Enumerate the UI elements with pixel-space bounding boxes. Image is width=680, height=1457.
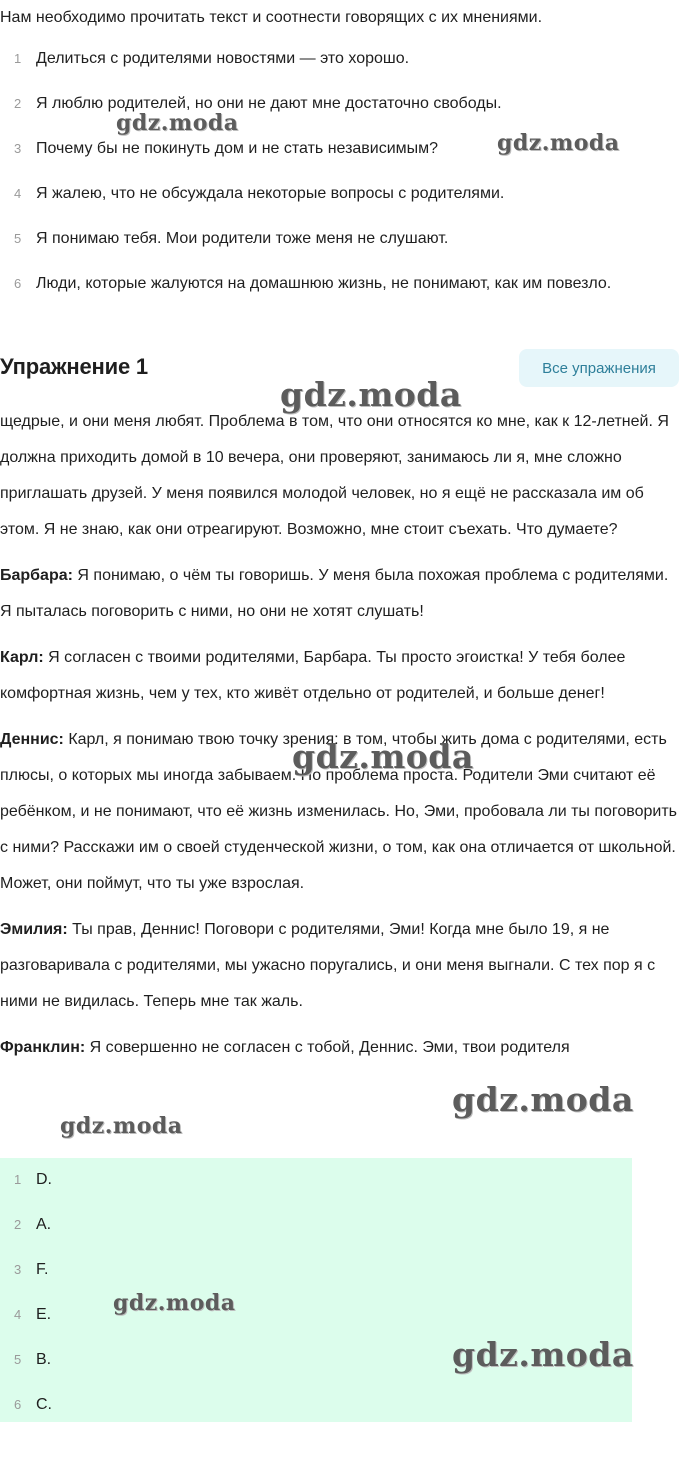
list-item: [0, 266, 680, 302]
speaker-text: Ты прав, Деннис! Поговори с родителями, Эми! Когда мне было 19, я не разговаривала с родителями, мы ужасно поругались, и они меня выгнали. С тех пор я с ними не видилась. Теперь мне так жаль.: [0, 921, 656, 1010]
speaker-text: Я понимаю, о чём ты говоришь. У меня была похожая проблема с родителями. Я пыталась поговорить с ними, но они не хотят слушать!: [0, 567, 669, 620]
exercise-title: Упражнение 1: [0, 354, 148, 379]
answer-number: 4: [14, 1307, 22, 1322]
item-number: 5: [14, 231, 22, 246]
watermark: gdz.moda: [116, 110, 239, 136]
item-text: Я понимаю тебя. Мои родители тоже меня не слушают.: [36, 230, 449, 247]
dialogue-barbara: [0, 558, 680, 630]
speaker-text: Карл, я понимаю твою точку зрения: в том, чтобы жить дома с родителями, есть плюсы, о которых мы иногда забываем. Но проблема проста. Родители Эми считают её ребёнком, и не понимают, что её жизнь изменилась. Но, Эми, пробовала ли ты поговорить с ними? Расскажи им о своей студенческой жизни, о том, как она отличается от школьной. Может, они поймут, что ты уже взрослая.: [0, 731, 678, 892]
answer-value: E.: [36, 1306, 52, 1323]
item-number: 3: [14, 141, 22, 156]
answers-panel: [0, 1158, 632, 1422]
answer-value: D.: [36, 1171, 52, 1188]
answer-number: 2: [14, 1217, 22, 1232]
speaker-text: Я согласен с твоими родителями, Барбара. Ты просто эгоистка! У тебя более комфортная жизнь, чем у тех, кто живёт отдельно от родителей, и больше денег!: [0, 649, 626, 702]
list-item: [0, 176, 680, 212]
statements-list: [0, 41, 680, 311]
text-paragraph: щедрые, и они меня любят. Проблема в том, что они относятся ко мне, как к 12-летней. Я должна приходить домой в 10 вечера, они проверяют, занимаюсь ли я, мне сложно приглашать друзей. У меня появился молодой человек, но я ещё не рассказала им об этом. Я не знаю, как они отреагируют. Возможно, мне стоит съехать. Что думаете?: [0, 413, 669, 538]
list-item: [0, 41, 680, 77]
list-item: [0, 86, 680, 122]
answer-row: [0, 1252, 620, 1288]
item-number: 1: [14, 51, 22, 66]
answer-number: 1: [14, 1172, 22, 1187]
answer-number: 3: [14, 1262, 22, 1277]
watermark: gdz.moda: [292, 737, 474, 776]
answer-number: 6: [14, 1397, 22, 1412]
speaker-name: Карл:: [0, 649, 44, 666]
item-number: 2: [14, 96, 22, 111]
watermark: gdz.moda: [113, 1290, 236, 1316]
item-text: Я жалею, что не обсуждала некоторые вопросы с родителями.: [36, 185, 505, 202]
answer-row: [0, 1297, 620, 1333]
all-exercises-button[interactable]: Все упражнения: [519, 349, 679, 387]
answer-value: C.: [36, 1396, 52, 1413]
list-item: [0, 221, 680, 257]
watermark: gdz.moda: [452, 1080, 634, 1119]
watermark: gdz.moda: [497, 130, 620, 156]
item-text: Я люблю родителей, но они не дают мне достаточно свободы.: [36, 95, 502, 112]
speaker-name: Барбара:: [0, 567, 73, 584]
item-text: Люди, которые жалуются на домашнюю жизнь, не понимают, как им повезло.: [36, 275, 612, 292]
speaker-name: Франклин:: [0, 1039, 86, 1056]
item-text: Почему бы не покинуть дом и не стать независимым?: [36, 140, 439, 157]
watermark: gdz.moda: [452, 1335, 634, 1374]
answer-value: F.: [36, 1261, 49, 1278]
speaker-name: Деннис:: [0, 731, 64, 748]
speaker-name: Эмилия:: [0, 921, 68, 938]
watermark: gdz.moda: [280, 375, 462, 414]
speaker-text: Я совершенно не согласен с тобой, Деннис. Эми, твои родителя: [85, 1039, 570, 1056]
answer-number: 5: [14, 1352, 22, 1367]
answer-row: [0, 1387, 620, 1423]
watermark: gdz.moda: [60, 1113, 183, 1139]
dialogue-karl: [0, 640, 680, 712]
item-number: 6: [14, 276, 22, 291]
answer-row: [0, 1162, 620, 1198]
answer-row: [0, 1207, 620, 1243]
answer-value: B.: [36, 1351, 52, 1368]
item-number: 4: [14, 186, 22, 201]
dialogue-franklin: [0, 1030, 680, 1066]
dialogue-emilia: [0, 912, 680, 1020]
intro-text: Нам необходимо прочитать текст и соотнести говорящих с их мнениями.: [0, 9, 543, 26]
answer-value: A.: [36, 1216, 52, 1233]
item-text: Делиться с родителями новостями — это хорошо.: [36, 50, 410, 67]
